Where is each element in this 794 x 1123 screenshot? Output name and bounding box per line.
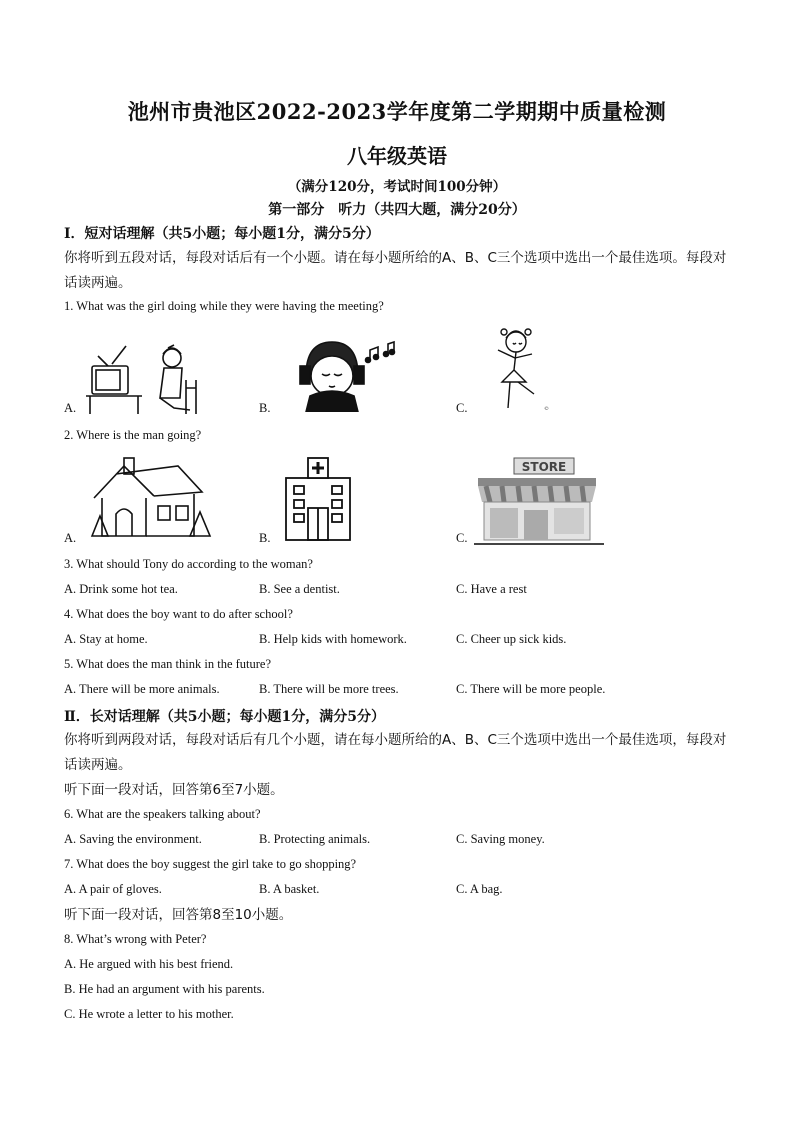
q3-text: 3. What should Tony do according to the woman?	[64, 557, 313, 571]
q2-label-a: A.	[64, 531, 77, 545]
q8-option-b: B. He had an argument with his parents.	[64, 982, 265, 996]
q5-option-a: A. There will be more animals.	[64, 682, 220, 696]
q5-option-c: C. There will be more people.	[456, 682, 606, 696]
q4-text: 4. What does the boy want to do after school?	[64, 607, 293, 621]
q2-text: 2. Where is the man going?	[64, 428, 202, 442]
q5-option-b: B. There will be more trees.	[259, 682, 399, 696]
q3-option-c: C. Have a rest	[456, 582, 527, 596]
tv-watching-girl-icon	[82, 340, 208, 416]
q1-label-a: A.	[64, 401, 77, 415]
q7-option-b: B. A basket.	[259, 882, 320, 896]
q6-text: 6. What are the speakers talking about?	[64, 807, 261, 821]
q8-option-c: C. He wrote a letter to his mother.	[64, 1007, 234, 1021]
section1-heading: Ⅰ．短对话理解（共5小题；每小题1分，满分5分）	[64, 226, 380, 242]
q4-option-a: A. Stay at home.	[64, 632, 148, 646]
q8-option-a: A. He argued with his best friend.	[64, 957, 234, 971]
q6-option-b: B. Protecting animals.	[259, 832, 371, 846]
dancing-girl-icon	[484, 324, 564, 416]
svg-text:©: ©	[544, 406, 549, 412]
house-icon	[86, 452, 212, 542]
q7-option-a: A. A pair of gloves.	[64, 882, 162, 896]
headphones-music-girl-icon	[292, 336, 402, 412]
q3-option-a: A. Drink some hot tea.	[64, 582, 178, 596]
q4-option-c: C. Cheer up sick kids.	[456, 632, 567, 646]
page-subtitle: 八年级英语	[347, 144, 447, 168]
section2-heading: Ⅱ．长对话理解（共5小题；每小题1分，满分5分）	[64, 709, 386, 725]
q6-option-a: A. Saving the environment.	[64, 832, 202, 846]
exam-info: （满分120分，考试时间100分钟）	[287, 179, 507, 195]
q8-text: 8. What’s wrong with Peter?	[64, 932, 207, 946]
section2-instruction: 你将听到两段对话，每段对话后有几个小题，请在每小题所给的A、B、C三个选项中选出一个最佳选项，每段对话读两遍。	[64, 732, 727, 773]
q1-text: 1. What was the girl doing while they were having the meeting?	[64, 299, 384, 313]
q3-option-b: B. See a dentist.	[259, 582, 340, 596]
dialog1-intro: 听下面一段对话，回答第6至7小题。	[64, 782, 284, 798]
q5-text: 5. What does the man think in the future?	[64, 657, 272, 671]
store-icon	[474, 456, 604, 548]
section1-instruction: 你将听到五段对话，每段对话后有一个小题。请在每小题所给的A、B、C三个选项中选出一个最佳选项。每段对话读两遍。	[64, 250, 727, 291]
q1-label-b: B.	[259, 401, 271, 415]
q1-label-c: C.	[456, 401, 468, 415]
q2-label-b: B.	[259, 531, 271, 545]
q7-option-c: C. A bag.	[456, 882, 503, 896]
q2-label-c: C.	[456, 531, 468, 545]
part-heading: 第一部分 听力（共四大题，满分20分）	[268, 202, 526, 218]
q4-option-b: B. Help kids with homework.	[259, 632, 407, 646]
store-sign: STORE	[521, 460, 567, 474]
hospital-icon	[280, 456, 356, 546]
dialog2-intro: 听下面一段对话，回答第8至10小题。	[64, 907, 293, 923]
q6-option-c: C. Saving money.	[456, 832, 545, 846]
q7-text: 7. What does the boy suggest the girl take to go shopping?	[64, 857, 357, 871]
page-title: 池州市贵池区2022-2023学年度第二学期期中质量检测	[127, 99, 667, 124]
